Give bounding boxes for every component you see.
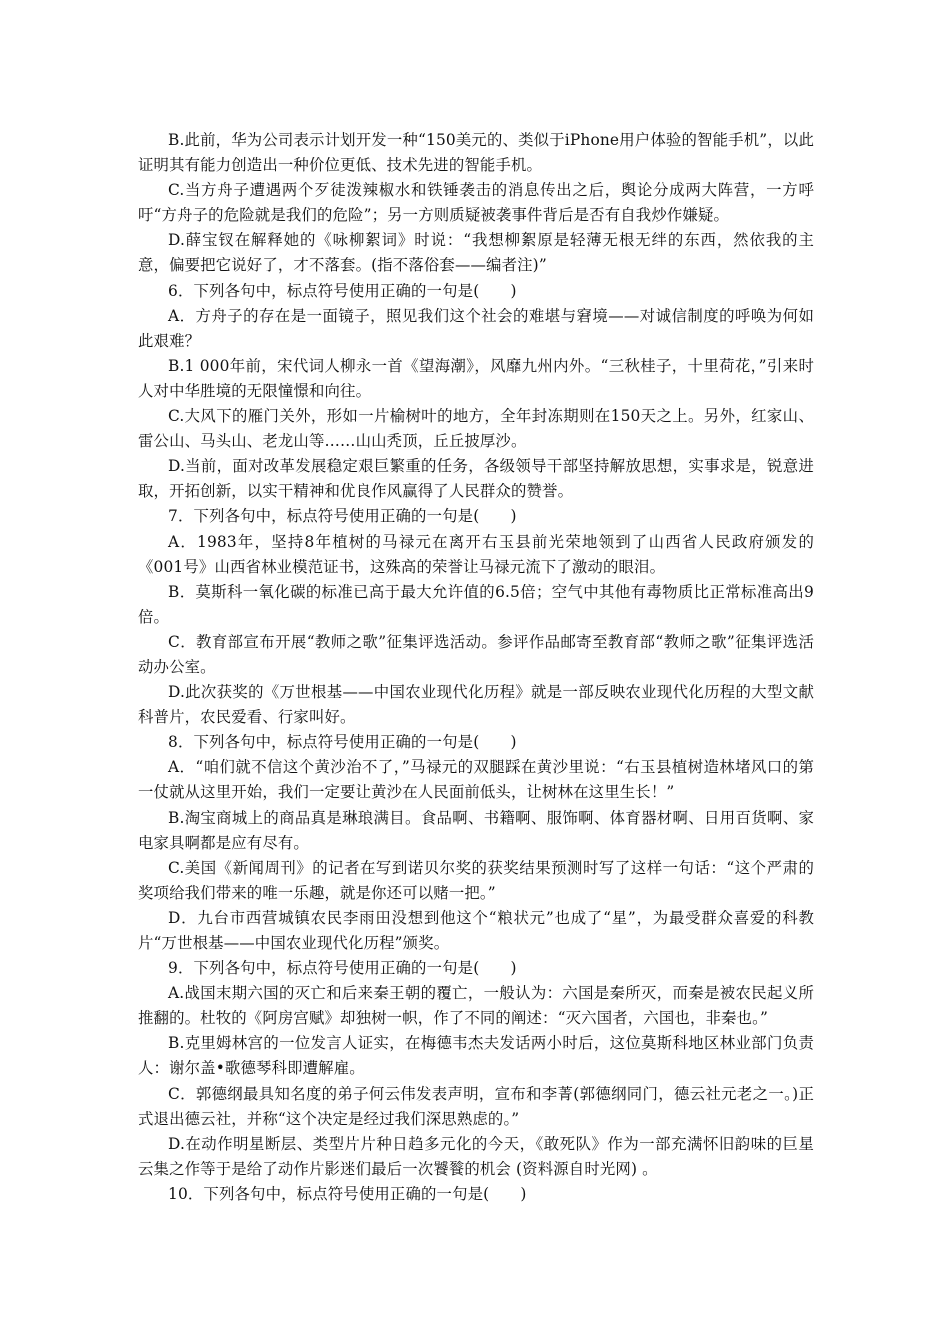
question-9: 9．下列各句中，标点符号使用正确的一句是( ) [168,959,517,978]
option-7a: A．1983年，坚持8年植树的马禄元在离开右玉县前光荣地领到了山西省人民政府颁发的《001号》山西省林业模范证书，这殊高的荣誉让马禄元流下了激动的眼泪。 [138,532,814,576]
option-8d: D．九台市西营城镇农民李雨田没想到他这个“粮状元”也成了“星”，为最受群众喜爱的科教片“万世根基——中国农业现代化历程”颁奖。 [138,908,814,952]
question-10: 10．下列各句中，标点符号使用正确的一句是( ) [168,1184,527,1203]
option-9b: B.克里姆林宫的一位发言人证实，在梅德韦杰夫发话两小时后，这位莫斯科地区林业部门负责人：谢尔盖•歌德琴科即遭解雇。 [138,1034,814,1078]
option-9d: D.在动作明星断层、类型片片种日趋多元化的今天，《敢死队》作为一部充满怀旧韵味的巨星云集之作等于是给了动作片影迷们最后一次饕餮的机会 (资料源自时光网) 。 [138,1134,814,1178]
question-7: 7．下列各句中，标点符号使用正确的一句是( ) [168,507,517,526]
option-9a: A.战国末期六国的灭亡和后来秦王朝的覆亡，一般认为：六国是秦所灭，而秦是被农民起义所推翻的。杜牧的《阿房宫赋》却独树一帜，作了不同的阐述：“灭六国者，六国也，非秦也。” [138,984,814,1028]
question-6: 6．下列各句中，标点符号使用正确的一句是( ) [168,281,517,300]
option-8c: C.美国《新闻周刊》的记者在写到诺贝尔奖的获奖结果预测时写了这样一句话：“这个严肃的奖项给我们带来的唯一乐趣，就是你还可以赌一把。” [138,858,814,902]
document-body [138,128,814,1207]
question-8: 8．下列各句中，标点符号使用正确的一句是( ) [168,733,517,752]
option-7d: D.此次获奖的《万世根基——中国农业现代化历程》就是一部反映农业现代化历程的大型文献科普片，农民爱看、行家叫好。 [138,683,814,727]
option-5b: B.此前，华为公司表示计划开发一种“150美元的、类似于iPhone用户体验的智能手机”，以此证明其有能力创造出一种价位更低、技术先进的智能手机。 [138,131,814,175]
option-6a: A．方舟子的存在是一面镜子，照见我们这个社会的难堪与窘境——对诚信制度的呼唤为何如此艰难？ [138,306,814,350]
option-9c: C．郭德纲最具知名度的弟子何云伟发表声明，宣布和李菁(郭德纲同门，德云社元老之一。)正式退出德云社，并称“这个决定是经过我们深思熟虑的。” [138,1084,814,1128]
option-6d: D.当前，面对改革发展稳定艰巨繁重的任务，各级领导干部坚持解放思想，实事求是，锐意进取，开拓创新，以实干精神和优良作风赢得了人民群众的赞誉。 [138,457,814,501]
option-5d: D.薛宝钗在解释她的《咏柳絮词》时说：“我想柳絮原是轻薄无根无绊的东西，然依我的主意，偏要把它说好了，才不落套。(指不落俗套——编者注)” [138,231,814,275]
option-5c: C.当方舟子遭遇两个歹徒泼辣椒水和铁锤袭击的消息传出之后，舆论分成两大阵营，一方呼吁“方舟子的危险就是我们的危险”；另一方则质疑被袭事件背后是否有自我炒作嫌疑。 [138,181,814,225]
option-6c: C.大风下的雁门关外，形如一片榆树叶的地方，全年封冻期则在150天之上。另外，红家山、雷公山、马头山、老龙山等……山山秃顶，丘丘披厚沙。 [138,407,814,451]
option-7c: C．教育部宣布开展“教师之歌”征集评选活动。参评作品邮寄至教育部“教师之歌”征集评选活动办公室。 [138,632,814,676]
option-6b: B.1 000年前，宋代词人柳永一首《望海潮》，风靡九州内外。“三秋桂子，十里荷花，”引来时人对中华胜境的无限憧憬和向往。 [138,356,814,400]
option-8b: B.淘宝商城上的商品真是琳琅满目。食品啊、书籍啊、服饰啊、体育器材啊、日用百货啊、家电家具啊都是应有尽有。 [138,808,814,852]
option-7b: B．莫斯科一氧化碳的标准已高于最大允许值的6.5倍；空气中其他有毒物质比正常标准高出9倍。 [138,582,814,626]
option-8a: A．“咱们就不信这个黄沙治不了，”马禄元的双腿踩在黄沙里说：“右玉县植树造林堵风口的第一仗就从这里开始，我们一定要让黄沙在人民面前低头，让树林在这里生长！” [138,758,814,802]
